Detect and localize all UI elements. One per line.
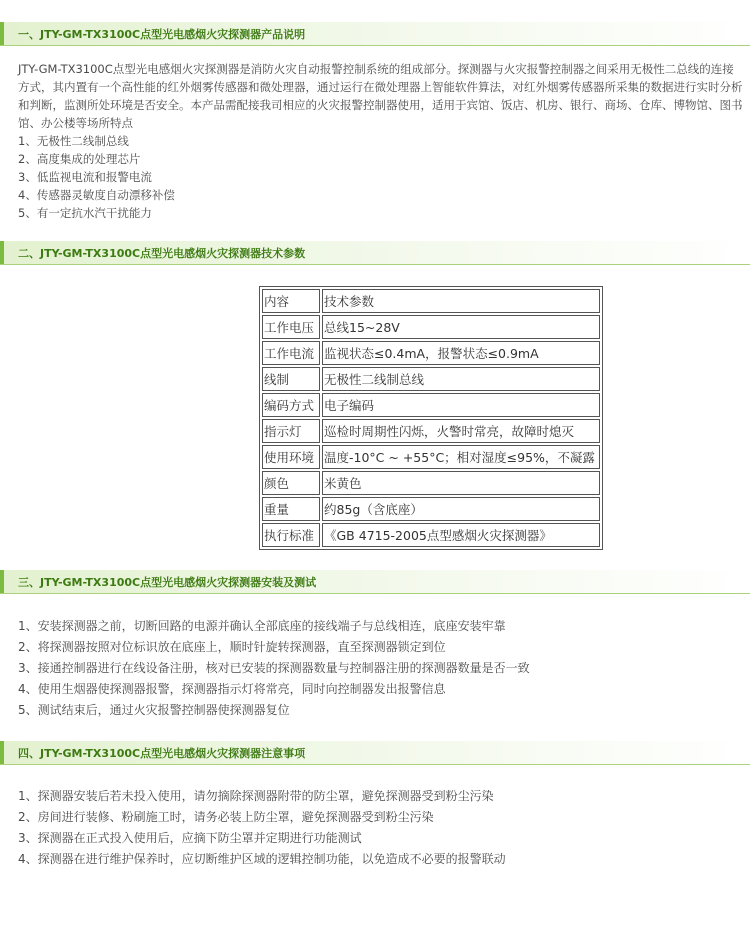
notes-list <box>18 786 506 870</box>
list-item: 5、有一定抗水汽干扰能力 <box>18 206 152 220</box>
spec-value: 监视状态≤0.4mA，报警状态≤0.9mA <box>322 341 600 365</box>
spec-key: 指示灯 <box>262 419 320 443</box>
section-header-description <box>0 22 750 46</box>
table-row <box>262 445 600 469</box>
spec-key: 工作电流 <box>262 341 320 365</box>
section-header-notes <box>0 741 750 765</box>
table-row <box>262 367 600 391</box>
spec-value: 巡检时周期性闪烁，火警时常亮，故障时熄灭 <box>322 419 600 443</box>
table-row <box>262 315 600 339</box>
section-header-specs <box>0 241 750 265</box>
spec-key: 颜色 <box>262 471 320 495</box>
spec-key: 重量 <box>262 497 320 521</box>
section-header-installation <box>0 570 750 594</box>
spec-key: 工作电压 <box>262 315 320 339</box>
list-item: 1、探测器安装后若未投入使用，请勿摘除探测器附带的防尘罩，避免探测器受到粉尘污染 <box>18 789 494 803</box>
table-row <box>262 341 600 365</box>
list-item: 2、高度集成的处理芯片 <box>18 152 141 166</box>
spec-value: 约85g（含底座） <box>322 497 600 521</box>
table-row <box>262 497 600 521</box>
list-item: 4、探测器在进行维护保养时，应切断维护区域的逻辑控制功能，以免造成不必要的报警联动 <box>18 852 506 866</box>
section-title: 三、JTY-GM-TX3100C点型光电感烟火灾探测器安装及测试 <box>18 576 317 589</box>
spec-key: 内容 <box>262 289 320 313</box>
spec-key: 编码方式 <box>262 393 320 417</box>
spec-value: 温度-10°C ~ +55°C；相对湿度≤95%，不凝露 <box>322 445 600 469</box>
list-item: 5、测试结束后，通过火灾报警控制器使探测器复位 <box>18 703 290 717</box>
section-title: 四、JTY-GM-TX3100C点型光电感烟火灾探测器注意事项 <box>18 747 306 760</box>
section-title: 一、JTY-GM-TX3100C点型光电感烟火灾探测器产品说明 <box>18 28 306 41</box>
section-accent-bar <box>0 570 4 593</box>
list-item: 3、低监视电流和报警电流 <box>18 170 152 184</box>
section-accent-bar <box>0 22 4 45</box>
list-item: 2、房间进行装修、粉刷施工时，请务必装上防尘罩，避免探测器受到粉尘污染 <box>18 810 434 824</box>
table-row <box>262 393 600 417</box>
spec-value: 《GB 4715-2005点型感烟火灾探测器》 <box>322 523 600 547</box>
spec-value: 无极性二线制总线 <box>322 367 600 391</box>
installation-steps <box>18 616 530 721</box>
section-accent-bar <box>0 241 4 264</box>
table-row <box>262 471 600 495</box>
list-item: 1、无极性二线制总线 <box>18 134 129 148</box>
spec-table <box>259 286 603 550</box>
table-row <box>262 523 600 547</box>
section-accent-bar <box>0 741 4 764</box>
list-item: 4、使用生烟器使探测器报警，探测器指示灯将常亮，同时向控制器发出报警信息 <box>18 682 446 696</box>
list-item: 2、将探测器按照对位标识放在底座上，顺时针旋转探测器，直至探测器锁定到位 <box>18 640 446 654</box>
spec-key: 执行标准 <box>262 523 320 547</box>
spec-value: 技术参数 <box>322 289 600 313</box>
spec-key: 线制 <box>262 367 320 391</box>
list-item: 3、探测器在正式投入使用后，应摘下防尘罩并定期进行功能测试 <box>18 831 362 845</box>
spec-value: 电子编码 <box>322 393 600 417</box>
list-item: 1、安装探测器之前，切断回路的电源并确认全部底座的接线端子与总线相连，底座安装牢靠 <box>18 619 506 633</box>
table-row <box>262 289 600 313</box>
product-description: JTY-GM-TX3100C点型光电感烟火灾探测器是消防火灾自动报警控制系统的组成部分。探测器与火灾报警控制器之间采用无极性二总线的连接方式，其内置有一个高性能的红外烟雾传感器和微处理器，通过运行在微处理器上智能软件算法，对红外烟雾传感器所采集的数据进行实时分析和判断，监测所处环境是否安全。本产品需配接我司相应的火灾报警控制器使用，适用于宾馆、饭店、机房、银行、商场、仓库、博物馆、图书馆、办公楼等场所特点 <box>18 62 743 130</box>
section-title: 二、JTY-GM-TX3100C点型光电感烟火灾探测器技术参数 <box>18 247 306 260</box>
spec-key: 使用环境 <box>262 445 320 469</box>
list-item: 3、接通控制器进行在线设备注册，核对已安装的探测器数量与控制器注册的探测器数量是否一致 <box>18 661 530 675</box>
feature-list <box>18 132 175 222</box>
spec-value: 总线15~28V <box>322 315 600 339</box>
spec-value: 米黄色 <box>322 471 600 495</box>
table-row <box>262 419 600 443</box>
list-item: 4、传感器灵敏度自动漂移补偿 <box>18 188 175 202</box>
